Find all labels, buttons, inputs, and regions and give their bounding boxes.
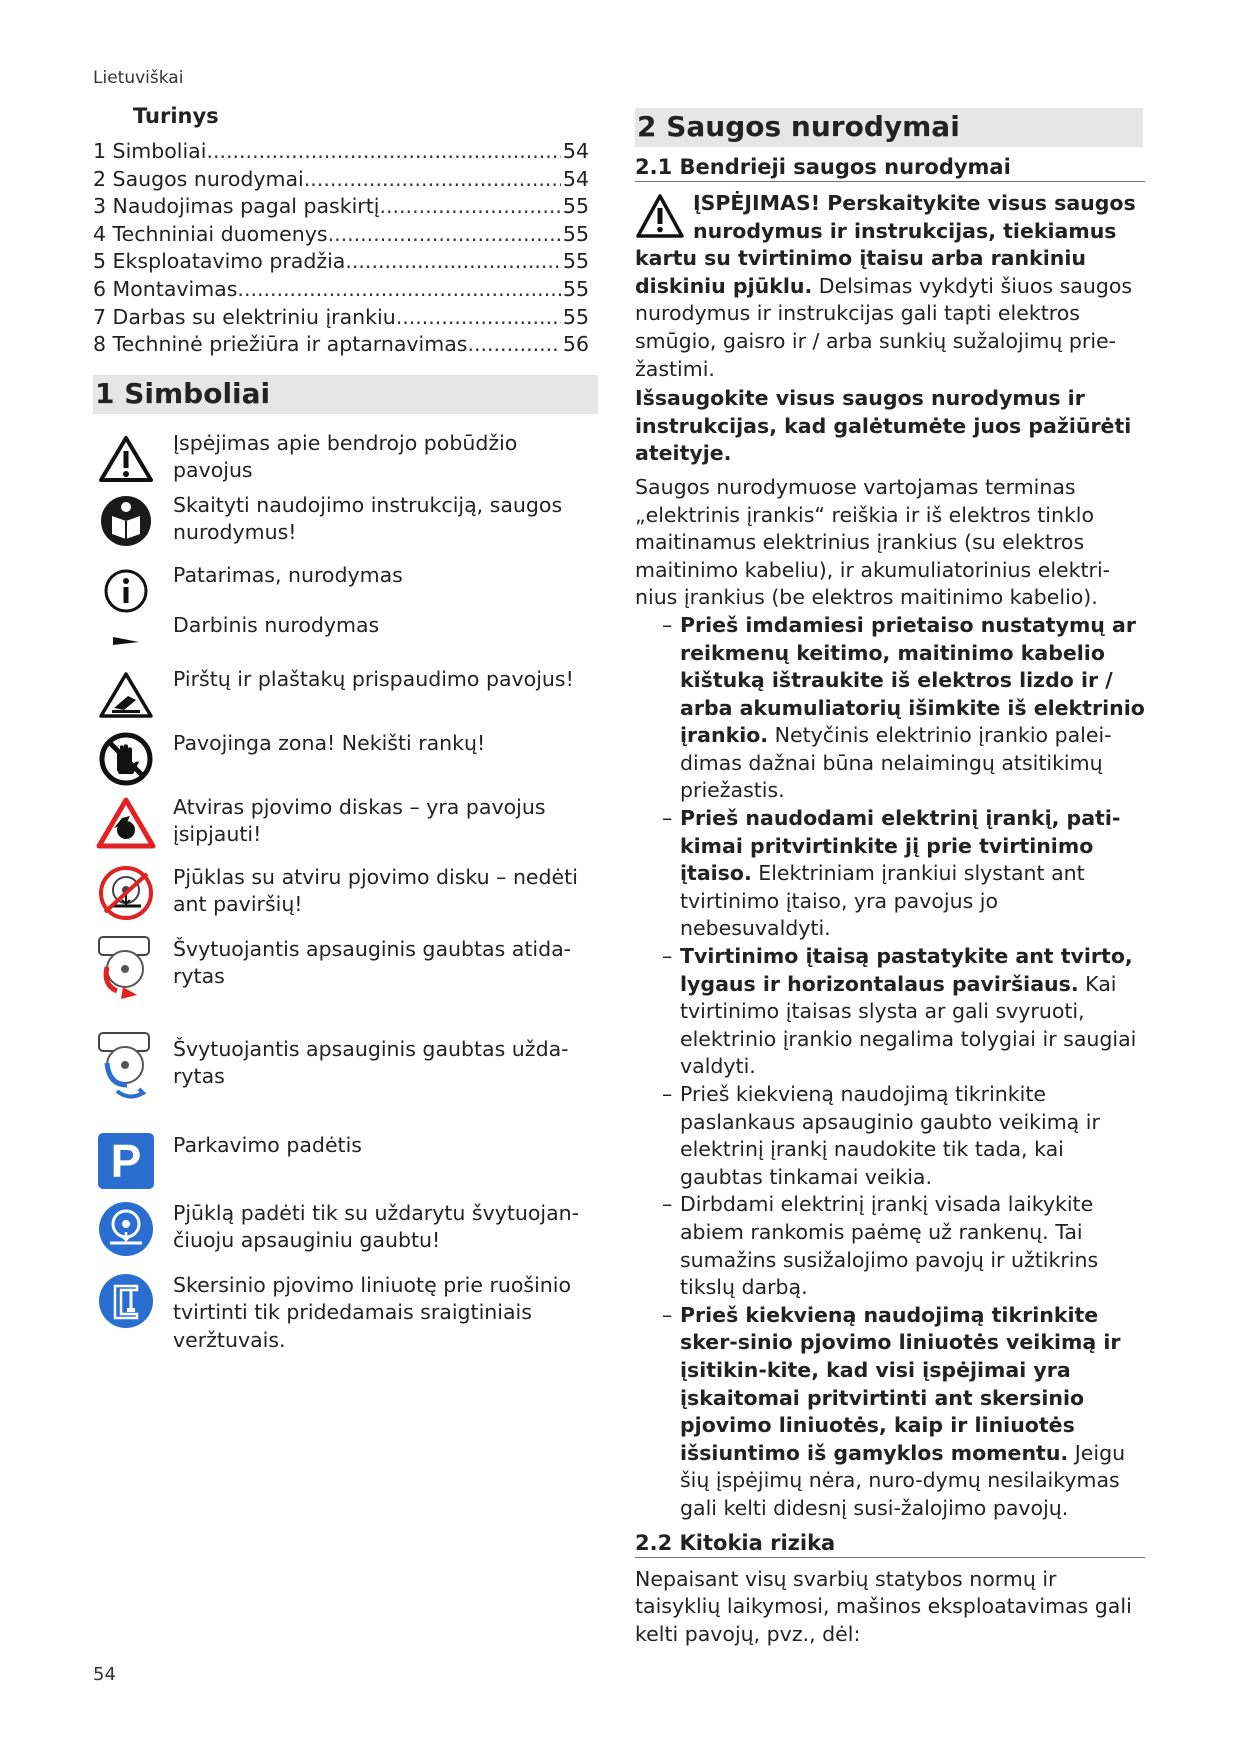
symbol-row <box>93 490 605 560</box>
toc-entry-page: 54 <box>562 166 589 191</box>
symbol-row <box>93 862 605 934</box>
toc-title: Turinys <box>133 104 219 128</box>
symbol-description: Patarimas, nurodymas <box>173 562 403 587</box>
toc-entry-label: 8 Techninė priežiūra ir aptarnavimas <box>93 332 468 357</box>
toc-entry[interactable] <box>93 304 589 332</box>
page-number: 54 <box>93 1664 116 1685</box>
symbol-description: Skaityti naudojimo instrukciją, saugos nurodymus! <box>173 492 563 545</box>
symbol-row <box>93 560 605 610</box>
toc-leader <box>345 249 561 273</box>
safety-heading: 2 Saugos nurodymai <box>635 108 1143 147</box>
safety-list-item: –Prieš kiekvieną naudojimą tikrinkite paslankaus apsauginio gaubto veikimą ir elektrinį įrankį naudokite tik tada, kai gaubtas tinkamai veikia. <box>662 1082 1100 1189</box>
symbol-description: Darbinis nurodymas <box>173 612 380 637</box>
safety-item-bold: Prieš naudodami elektrinį įrankį, pati-kimai pritvirtinkite jį prie tvirtinimo įtaiso. <box>680 806 1121 886</box>
clamp-icon <box>93 1270 159 1332</box>
safety-item-bold: Tvirtinimo įtaisą pastatykite ant tvirto, lygaus ir horizontalaus paviršiaus. <box>680 944 1133 996</box>
toc-entry-label: 6 Montavimas <box>93 276 238 301</box>
symbol-row <box>93 1270 605 1350</box>
safety-item-text: Jeigu šių įspėjimų nėra, nuro-dymų nesilaikymas gali kelti didesnį susi-žalojimo pavojų. <box>680 1440 1126 1520</box>
guard-open-icon <box>93 934 159 996</box>
warning-text: Delsimas vykdyti šiuos saugos nurodymus ir instrukcijas gali tapti elektros smūgio, gaisro ir / arba sunkių sužalojimų prie-žastimi. <box>635 273 1133 381</box>
keep-instructions-text: Išsaugokite visus saugos nurodymus ir instrukcijas, kad galėtumėte juos pažiūrėti ateityje. <box>635 386 1132 466</box>
symbol-row <box>93 728 605 792</box>
safety-list-item: –Prieš naudodami elektrinį įrankį, pati-kimai pritvirtinkite jį prie tvirtinimo įtaiso. Elektriniam įrankiui slystant ant tvirtinimo įtaiso, yra pavojus jo nebesuvaldyti. <box>662 806 1121 941</box>
toc-entry[interactable] <box>93 193 589 221</box>
safety-item-text: Elektriniam įrankiui slystant ant tvirtinimo įtaiso, yra pavojus jo nebesuvaldyti. <box>680 861 1085 941</box>
place-with-guard-icon <box>93 1198 159 1260</box>
no-surface-placement-icon <box>93 862 159 924</box>
toc-entry-page: 54 <box>562 139 589 163</box>
toc-leader <box>206 139 560 163</box>
symbol-row <box>93 934 605 1034</box>
symbol-description: Skersinio pjovimo liniuotę prie ruošinio tvirtinti tik pridedamais sraigtiniais veržtuvais. <box>173 1272 572 1352</box>
safety-item-bold: Prieš kiekvieną naudojimą tikrinkite sker-sinio pjovimo liniuotės veikimą ir įsitikin-kite, kad visi įspėjimai yra įskaitomai pritvirtinti ant skersinio pjovimo liniuotės, kaip ir liniuotės išsiuntimo iš gamyklos momentu. <box>680 1302 1121 1465</box>
symbol-row <box>93 1130 605 1198</box>
left-column <box>93 104 605 1350</box>
guard-closed-icon <box>93 1034 159 1096</box>
symbol-row <box>93 1034 605 1130</box>
symbols-list <box>93 428 605 1350</box>
symbol-row <box>93 1198 605 1270</box>
symbol-row <box>93 664 605 728</box>
general-warning-icon <box>93 428 159 490</box>
symbol-description: Pirštų ir plaštakų prispaudimo pavojus! <box>173 666 574 691</box>
toc-leader <box>379 194 560 218</box>
toc-entry-label: 3 Naudojimas pagal paskirtį <box>93 194 380 219</box>
no-hands-icon <box>93 728 159 790</box>
toc-leader <box>467 332 560 356</box>
toc-entry[interactable] <box>93 166 589 194</box>
symbol-description: Švytuojantis apsauginis gaubtas užda-rytas <box>173 1036 569 1089</box>
toc-entry[interactable] <box>93 248 589 276</box>
safety-list-item: –Prieš kiekvieną naudojimą tikrinkite sker-sinio pjovimo liniuotės veikimą ir įsitikin-kite, kad visi įspėjimai yra įskaitomai pritvirtinti ant skersinio pjovimo liniuotės, kaip ir liniuotės išsiuntimo iš gamyklos momentu. Jeigu šių įspėjimų nėra, nuro-dymų nesilaikymas gali kelti didesnį susi-žalojimo pavojų. <box>662 1302 1126 1520</box>
safety-items-list <box>635 612 1145 1523</box>
right-column <box>635 108 1145 1648</box>
toc-entry-page: 56 <box>562 332 589 357</box>
toc-leader <box>328 222 561 246</box>
read-manual-icon <box>93 490 159 552</box>
safety-list-item: –Prieš imdamiesi prietaiso nustatymų ar reikmenų keitimo, maitinimo kabelio kištuką ištraukite iš elektros lizdo ir / arba akumuliatorių išimkite iš elektrinio įrankio. Netyčinis elektrinio įrankio palei-dimas dažnai būna nelaimingų atsitikimų priežastis. <box>662 612 1145 803</box>
symbols-heading: 1 Simboliai <box>93 375 598 414</box>
safety-item-text: Prieš kiekvieną naudojimą tikrinkite paslankaus apsauginio gaubto veikimą ir elektrinį įrankį naudokite tik tada, kai gaubtas tinkamai veikia. <box>680 1082 1100 1189</box>
warning-triangle-icon <box>635 192 685 240</box>
symbol-row <box>93 610 605 664</box>
safety-list-item: –Dirbdami elektrinį įrankį visada laikykite abiem rankomis paėmę už rankenų. Tai sumažins susižalojimo pavojų ir užtikrins tikslų darbą. <box>662 1192 1099 1300</box>
toc-entry-page: 55 <box>562 194 589 219</box>
language-label: Lietuviškai <box>93 68 184 88</box>
safety-list-item: –Tvirtinimo įtaisą pastatykite ant tvirto, lygaus ir horizontalaus paviršiaus. Kai tvirtinimo įtaisas slysta ar gali svyruoti, elektrinio įrankio negalima tolygiai ir saugiai valdyti. <box>662 944 1137 1079</box>
symbol-description: Atviras pjovimo diskas – yra pavojus įsipjauti! <box>173 794 546 847</box>
toc-entry-label: 1 Simboliai <box>93 139 207 163</box>
toc-entry[interactable] <box>93 276 589 304</box>
toc-entry-page: 55 <box>562 276 589 301</box>
safety-item-bold: Prieš imdamiesi prietaiso nustatymų ar reikmenų keitimo, maitinimo kabelio kištuką ištraukite iš elektros lizdo ir / arba akumuliatorių išimkite iš elektrinio įrankio. <box>680 612 1145 748</box>
table-of-contents <box>93 138 605 359</box>
symbol-description: Parkavimo padėtis <box>173 1132 362 1157</box>
symbol-description: Pjūklas su atviru pjovimo disku – nedėti ant paviršių! <box>173 864 578 917</box>
toc-entry[interactable] <box>93 331 589 359</box>
warning-bold-text: ĮSPĖJIMAS! Perskaitykite visus saugos nurodymus ir instrukcijas, tiekiamus kartu su tvirtinimo įtaisu arba rankiniu diskiniu pjūklu. <box>635 191 1136 298</box>
toc-entry-label: 7 Darbas su elektriniu įrankiu <box>93 304 396 329</box>
general-safety-heading: 2.1 Bendrieji saugos nurodymai <box>635 155 1145 182</box>
blade-cut-warning-icon <box>93 792 159 854</box>
toc-entry-label: 4 Techniniai duomenys <box>93 221 328 246</box>
symbol-description: Įspėjimas apie bendrojo pobūdžio pavojus <box>173 430 518 483</box>
toc-entry-page: 55 <box>562 249 589 274</box>
other-risks-heading: 2.2 Kitokia rizika <box>635 1531 1145 1558</box>
safety-item-text: Netyčinis elektrinio įrankio palei-dimas dažnai būna nelaimingų atsitikimų priežastis. <box>680 723 1112 803</box>
other-risks-text: Nepaisant visų svarbių statybos normų ir taisyklių laikymosi, mašinos eksploatavimas gali kelti pavojų, pvz., dėl: <box>635 1566 1132 1646</box>
symbol-row <box>93 428 605 490</box>
toc-entry-page: 55 <box>562 304 589 329</box>
term-definition-text: Saugos nurodymuose vartojamas terminas „elektrinis įrankis“ reiškia ir iš elektros tinklo maitinamus elektrinius įrankius (su elektros maitinimo kabeliu), ir akumuliatorinius elektri-nius įrankius (be elektros maitinimo kabelio). <box>635 474 1111 610</box>
toc-leader <box>237 277 560 301</box>
symbol-row <box>93 792 605 862</box>
symbol-description: Švytuojantis apsauginis gaubtas atida-rytas <box>173 936 572 989</box>
toc-entry-label: 5 Eksploatavimo pradžia <box>93 249 346 274</box>
toc-entry[interactable] <box>93 138 589 166</box>
toc-entry-label: 2 Saugos nurodymai <box>93 166 304 191</box>
action-arrow-icon <box>93 610 159 672</box>
symbol-description: Pjūklą padėti tik su uždarytu švytuojan-čiuoju apsauginiu gaubtu! <box>173 1200 580 1253</box>
hand-crush-warning-icon <box>93 664 159 726</box>
safety-item-text: Kai tvirtinimo įtaisas slysta ar gali svyruoti, elektrinio įrankio negalima tolygiai ir saugiai valdyti. <box>680 971 1137 1079</box>
toc-entry[interactable] <box>93 221 589 249</box>
toc-leader <box>396 305 561 329</box>
safety-item-text: Dirbdami elektrinį įrankį visada laikykite abiem rankomis paėmę už rankenų. Tai sumažins susižalojimo pavojų ir užtikrins tikslų darbą. <box>680 1192 1099 1300</box>
parking-icon: P <box>93 1130 159 1192</box>
toc-leader <box>304 167 561 191</box>
toc-entry-page: 55 <box>562 221 589 246</box>
warning-paragraph <box>635 190 1145 383</box>
symbol-description: Pavojinga zona! Nekišti rankų! <box>173 730 486 755</box>
